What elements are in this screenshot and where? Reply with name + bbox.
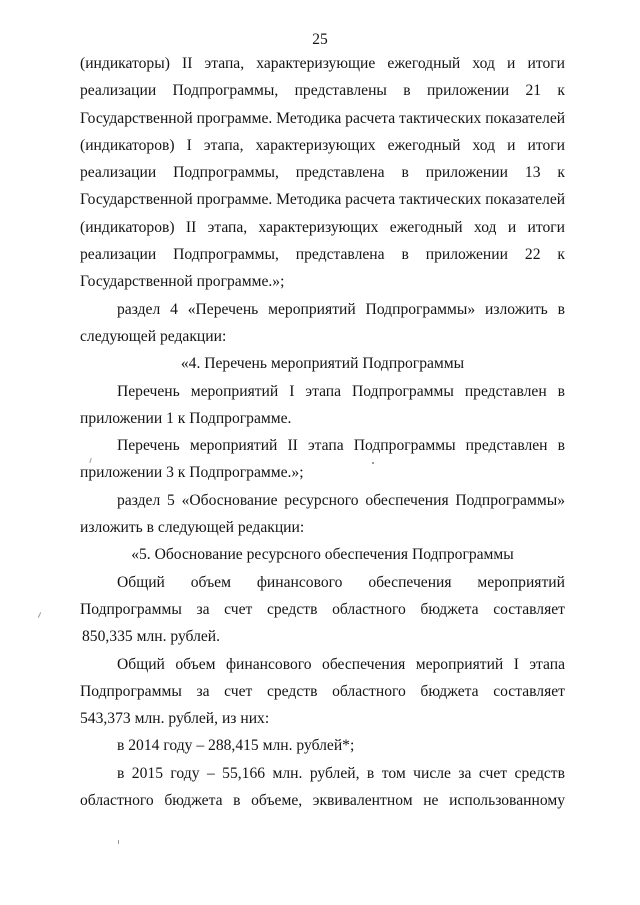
paragraph-line: Общий объем финансового обеспечения мероприятий I этапа — [117, 655, 565, 673]
paragraph-line: (индикаторов) I этапа, характеризующих ежегодный ход и итоги — [80, 136, 565, 154]
paragraph-line: раздел 4 «Перечень мероприятий Подпрограммы» изложить в — [117, 300, 565, 318]
scan-mark — [38, 612, 41, 618]
paragraph-line: Перечень мероприятий II этапа Подпрограммы представлен в — [117, 437, 565, 455]
paragraph-line: следующей редакции: — [80, 327, 227, 345]
paragraph-line: реализации Подпрограммы, представлена в приложении 22 к — [80, 246, 565, 264]
paragraph-line: Подпрограммы за счет средств областного бюджета составляет — [80, 682, 565, 700]
paragraph-line: областного бюджета в объеме, эквивалентном не использованному — [80, 792, 565, 810]
paragraph-line: приложении 3 к Подпрограмме.»; — [80, 464, 304, 482]
paragraph-line: Государственной программе. Методика расчета тактических показателей — [80, 109, 566, 127]
paragraph-line: реализации Подпрограммы, представлена в приложении 13 к — [80, 164, 565, 182]
paragraph-line: 850,335 млн. рублей. — [82, 628, 221, 646]
paragraph-line: (индикаторы) II этапа, характеризующие ежегодный ход и итоги — [80, 55, 565, 72]
paragraph-line: (индикаторов) II этапа, характеризующих ежегодный ход и итоги — [80, 218, 565, 236]
paragraph-line: изложить в следующей редакции: — [80, 519, 305, 537]
scan-mark — [118, 840, 119, 844]
scan-mark — [372, 462, 374, 464]
paragraph-line: раздел 5 «Обоснование ресурсного обеспечения Подпрограммы» — [117, 491, 565, 509]
paragraph-line: Государственной программе. Методика расчета тактических показателей — [80, 191, 566, 209]
paragraph-line: Подпрограммы за счет средств областного бюджета составляет — [80, 600, 565, 618]
paragraph-line: Перечень мероприятий I этапа Подпрограммы представлен в — [117, 382, 565, 400]
paragraph-line: Общий объем финансового обеспечения мероприятий — [117, 573, 565, 591]
paragraph-line: в 2015 году – 55,166 млн. рублей, в том числе за счет средств — [117, 764, 565, 782]
paragraph-line: 543,373 млн. рублей, из них: — [80, 710, 270, 728]
paragraph-line: Государственной программе.»; — [80, 273, 285, 291]
section-heading: «4. Перечень мероприятий Подпрограммы — [180, 355, 465, 373]
paragraph-line: реализации Подпрограммы, представлены в приложении 21 к — [80, 82, 565, 100]
paragraph-line: в 2014 году – 288,415 млн. рублей*; — [117, 737, 355, 755]
paragraph-line: приложении 1 к Подпрограмме. — [80, 409, 292, 427]
page-number: 25 — [312, 31, 328, 48]
document-body — [80, 50, 565, 814]
section-heading: «5. Обоснование ресурсного обеспечения Подпрограммы — [131, 546, 514, 564]
